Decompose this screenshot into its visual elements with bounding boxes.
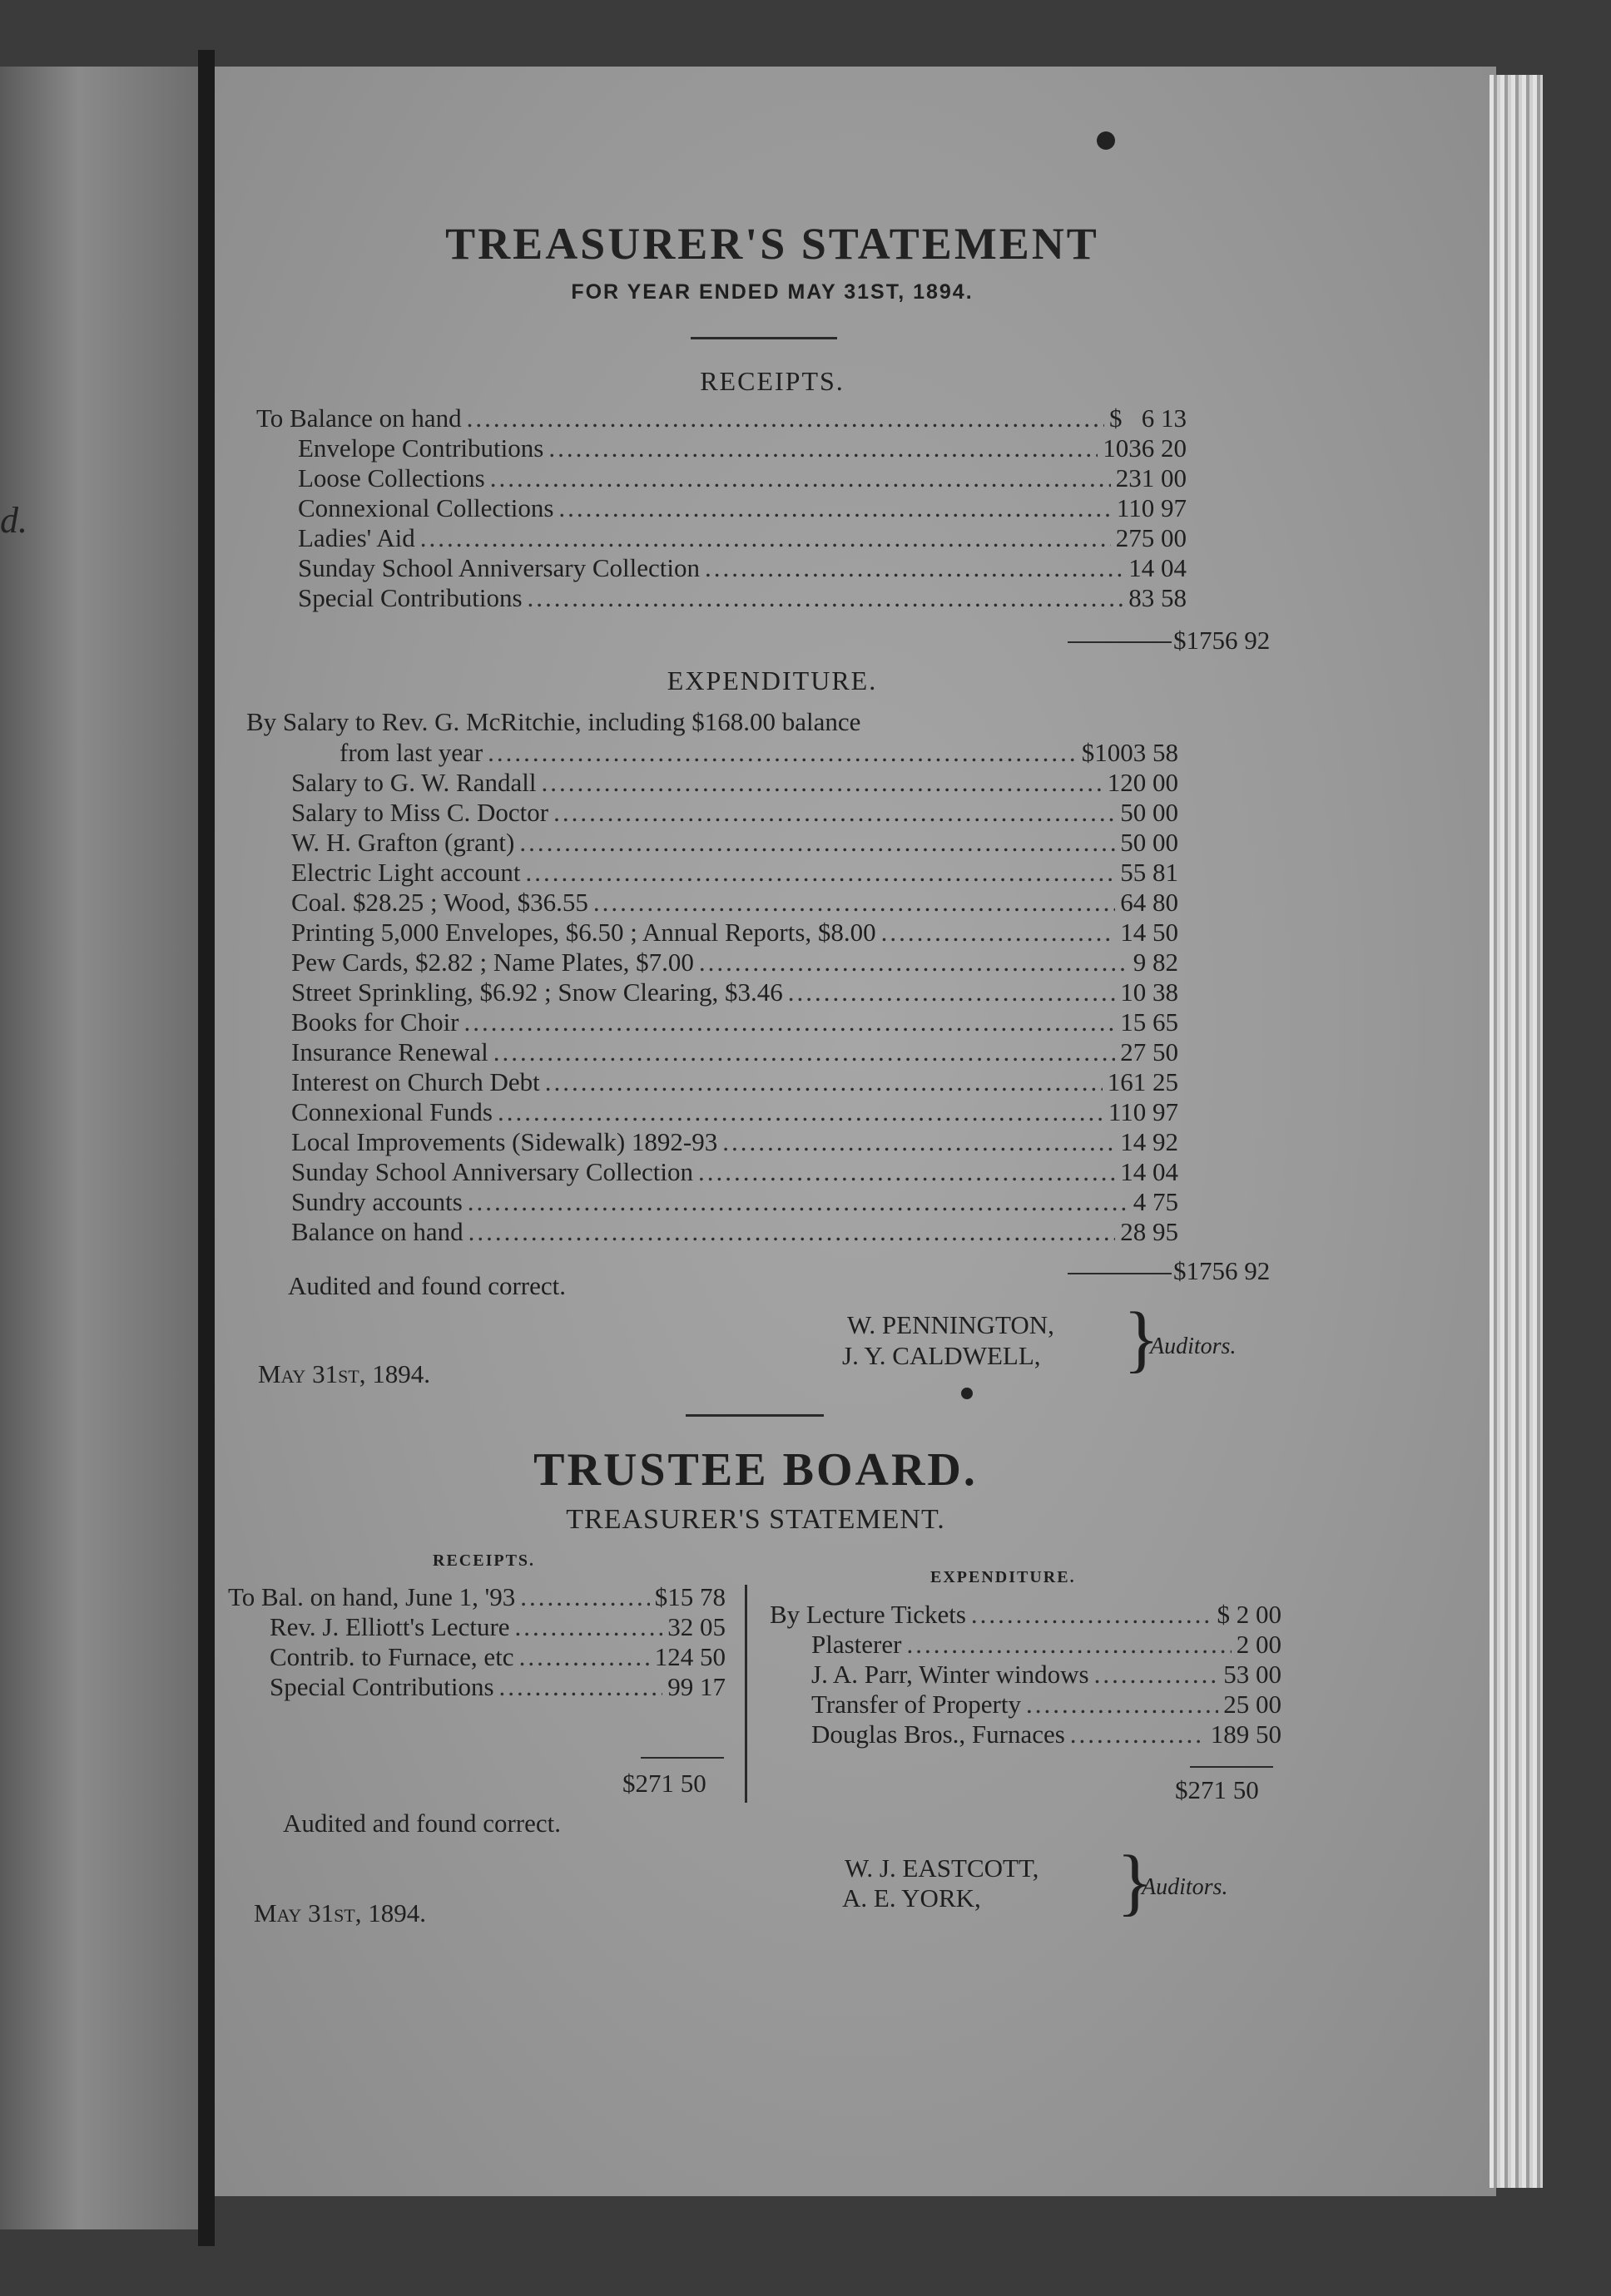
book-gutter [198, 50, 215, 2246]
trustee-receipt-amount: 99 17 [667, 1672, 726, 1701]
expenditure-amount: 15 65 [1120, 1007, 1178, 1037]
expenditure-heading: EXPENDITURE. [667, 666, 878, 695]
trustee-expenditure-amount: 25 00 [1223, 1690, 1281, 1719]
expenditure-first-line: By Salary to Rev. G. McRitchie, including $168.00 balance [246, 707, 861, 736]
trustee-receipts-heading: RECEIPTS. [433, 1551, 536, 1570]
trustee-expenditure-amount: 53 00 [1223, 1660, 1281, 1689]
receipt-label: Loose Collections [298, 463, 485, 492]
expenditure-amount: 161 25 [1107, 1067, 1178, 1096]
trustee-expenditure-row [770, 1600, 1281, 1629]
expenditure-amount: 14 50 [1120, 918, 1178, 947]
trustee-title: TRUSTEE BOARD. [533, 1444, 978, 1496]
expenditure-amount: 9 82 [1133, 948, 1178, 977]
receipt-row [298, 553, 1187, 582]
receipt-label: Envelope Contributions [298, 433, 544, 463]
receipt-amount: 1036 20 [1103, 433, 1187, 463]
expenditure-label: Insurance Renewal [291, 1037, 488, 1066]
trustee-expenditure-label: J. A. Parr, Winter windows [811, 1660, 1089, 1689]
expenditure-row [291, 1127, 1178, 1156]
expenditure-row [291, 768, 1178, 797]
receipt-row [298, 583, 1187, 612]
trustee-receipt-label: Special Contributions [270, 1672, 494, 1701]
facing-page-fragment: d. [0, 500, 27, 541]
trustee-expenditure-row [811, 1720, 1281, 1749]
trustee-auditors-brace: } [1117, 1841, 1153, 1923]
expenditure-total: $1756 92 [1173, 1256, 1271, 1285]
receipt-row [298, 493, 1187, 522]
expenditure-row [291, 1097, 1178, 1126]
receipt-amount: 14 04 [1128, 553, 1187, 582]
expenditure-label: Sundry accounts [291, 1187, 463, 1216]
expenditure-row [291, 1157, 1178, 1186]
trustee-receipts-total: $271 50 [622, 1769, 706, 1798]
expenditure-amount: $1003 58 [1081, 738, 1178, 767]
expenditure-row [291, 1037, 1178, 1066]
statement-title: TREASURER'S STATEMENT [445, 219, 1099, 269]
receipt-label: Sunday School Anniversary Collection [298, 553, 701, 582]
expenditure-row [340, 738, 1178, 767]
expenditure-amount: 64 80 [1120, 888, 1178, 917]
expenditure-amount: 14 92 [1120, 1127, 1178, 1156]
section-rule [686, 1414, 824, 1417]
receipt-row [298, 433, 1187, 463]
expenditure-amount: 55 81 [1120, 858, 1178, 887]
trustee-expenditure-row [811, 1630, 1281, 1659]
trustee-expenditure-amount: $ 2 00 [1217, 1600, 1281, 1629]
expenditure-row [291, 948, 1178, 977]
expenditure-label: Interest on Church Debt [291, 1067, 540, 1096]
trustee-receipt-amount: $15 78 [654, 1582, 726, 1611]
auditors-brace: } [1123, 1298, 1160, 1380]
trustee-receipt-row [270, 1642, 726, 1671]
expenditure-row [291, 858, 1178, 887]
receipt-amount: 275 00 [1115, 523, 1187, 552]
expenditure-amount: 120 00 [1107, 768, 1178, 797]
receipt-row [298, 463, 1187, 492]
statement-date: May 31st, 1894. [258, 1359, 430, 1388]
expenditure-row [291, 888, 1178, 917]
trustee-receipt-label: To Bal. on hand, June 1, '93 [228, 1582, 516, 1611]
expenditure-label: from last year [340, 738, 483, 767]
expenditure-row [291, 798, 1178, 827]
expenditure-amount: 27 50 [1120, 1037, 1178, 1066]
audited-note: Audited and found correct. [288, 1271, 566, 1300]
receipts-total-rule [1068, 641, 1172, 643]
facing-page-edge [0, 67, 198, 2229]
column-divider [745, 1585, 747, 1803]
expenditure-row [291, 1007, 1178, 1037]
expenditure-label: Sunday School Anniversary Collection [291, 1157, 694, 1186]
expenditure-amount: 14 04 [1120, 1157, 1178, 1186]
expenditure-row [291, 977, 1178, 1007]
trustee-expenditure-amount: 2 00 [1236, 1630, 1281, 1659]
trustee-expenditure-label: By Lecture Tickets [770, 1600, 966, 1629]
receipts-heading: RECEIPTS. [700, 366, 845, 396]
expenditure-amount: 50 00 [1120, 798, 1178, 827]
trustee-auditors-role: Auditors. [1142, 1874, 1228, 1900]
trustee-expenditure-total: $271 50 [1175, 1775, 1259, 1804]
expenditure-amount: 50 00 [1120, 828, 1178, 857]
receipt-label: Connexional Collections [298, 493, 554, 522]
expenditure-row [291, 828, 1178, 857]
receipt-row [298, 523, 1187, 552]
expenditure-label: Local Improvements (Sidewalk) 1892-93 [291, 1127, 718, 1156]
trustee-receipt-row [228, 1582, 726, 1611]
expenditure-amount: 110 97 [1108, 1097, 1178, 1126]
trustee-receipt-amount: 124 50 [654, 1642, 726, 1671]
expenditure-amount: 4 75 [1133, 1187, 1178, 1216]
trustee-expenditure-amount: 189 50 [1210, 1720, 1281, 1749]
ink-spot [1097, 131, 1115, 150]
expenditure-label: Salary to G. W. Randall [291, 768, 537, 797]
expenditure-label: Printing 5,000 Envelopes, $6.50 ; Annual Reports, $8.00 [291, 918, 876, 947]
trustee-expenditure-row [811, 1690, 1281, 1719]
expenditure-amount: 10 38 [1120, 977, 1178, 1007]
trustee-expenditure-label: Plasterer [811, 1630, 902, 1659]
trustee-subtitle: TREASURER'S STATEMENT. [566, 1504, 945, 1535]
page-edges [1490, 75, 1543, 2188]
trustee-expenditure-row [811, 1660, 1281, 1689]
trustee-receipts-total-rule [641, 1757, 724, 1759]
receipt-row [256, 403, 1187, 433]
expenditure-label: Electric Light account [291, 858, 521, 887]
auditor-name: J. Y. CALDWELL, [842, 1341, 1041, 1370]
trustee-auditor-name: W. J. EASTCOTT, [845, 1853, 1039, 1883]
expenditure-row [291, 1067, 1178, 1096]
trustee-auditor-name: A. E. YORK, [842, 1883, 981, 1913]
trustee-audited-note: Audited and found correct. [283, 1809, 561, 1838]
trustee-expenditure-heading: EXPENDITURE. [930, 1568, 1076, 1586]
trustee-receipt-amount: 32 05 [667, 1612, 726, 1641]
expenditure-label: Pew Cards, $2.82 ; Name Plates, $7.00 [291, 948, 694, 977]
trustee-date: May 31st, 1894. [254, 1898, 426, 1927]
trustee-expenditure-label: Transfer of Property [811, 1690, 1021, 1719]
receipts-total: $1756 92 [1173, 626, 1271, 655]
ink-spot [961, 1388, 973, 1399]
receipt-amount: $ 6 13 [1109, 403, 1187, 433]
receipt-label: Ladies' Aid [298, 523, 415, 552]
expenditure-label: Coal. $28.25 ; Wood, $36.55 [291, 888, 588, 917]
trustee-expenditure-total-rule [1190, 1766, 1273, 1768]
receipt-label: Special Contributions [298, 583, 523, 612]
expenditure-label: Street Sprinkling, $6.92 ; Snow Clearing, $3.46 [291, 977, 783, 1007]
receipt-label: To Balance on hand [256, 403, 462, 433]
expenditure-amount: 28 95 [1120, 1217, 1178, 1246]
auditors-role: Auditors. [1150, 1334, 1237, 1359]
statement-subtitle: FOR YEAR ENDED MAY 31ST, 1894. [571, 280, 974, 304]
receipt-amount: 110 97 [1116, 493, 1187, 522]
expenditure-label: Books for Choir [291, 1007, 459, 1037]
expenditure-label: Salary to Miss C. Doctor [291, 798, 549, 827]
trustee-receipt-label: Rev. J. Elliott's Lecture [270, 1612, 510, 1641]
expenditure-label: Connexional Funds [291, 1097, 493, 1126]
expenditure-row [291, 918, 1178, 947]
trustee-receipt-row [270, 1612, 726, 1641]
auditor-name: W. PENNINGTON, [847, 1310, 1054, 1339]
trustee-expenditure-label: Douglas Bros., Furnaces [811, 1720, 1065, 1749]
trustee-receipt-label: Contrib. to Furnace, etc [270, 1642, 514, 1671]
expenditure-total-rule [1068, 1273, 1172, 1274]
expenditure-label: Balance on hand [291, 1217, 463, 1246]
title-rule [691, 337, 837, 339]
receipt-amount: 231 00 [1115, 463, 1187, 492]
receipt-amount: 83 58 [1128, 583, 1187, 612]
trustee-receipt-row [270, 1672, 726, 1701]
expenditure-row [291, 1187, 1178, 1216]
expenditure-row [291, 1217, 1178, 1246]
expenditure-label: W. H. Grafton (grant) [291, 828, 515, 857]
